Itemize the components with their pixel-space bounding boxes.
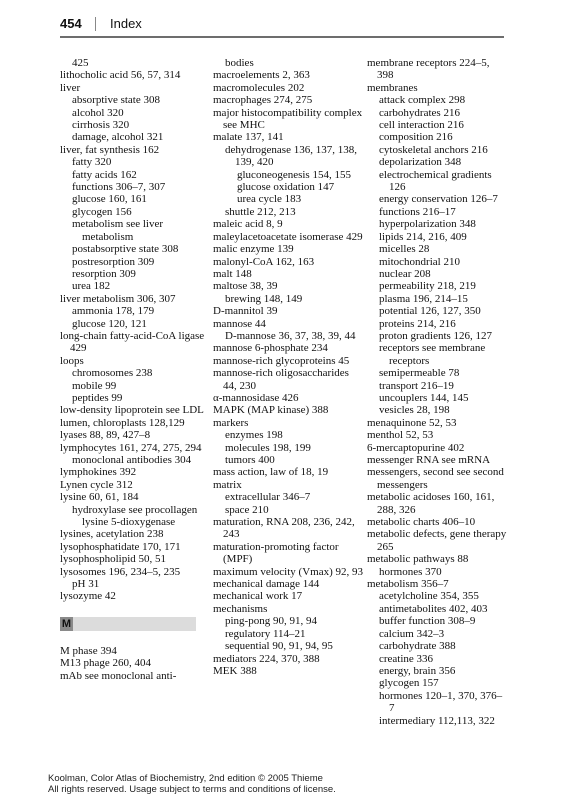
index-entry: MEK 388 [213,664,257,677]
footer-line-2: All rights reserved. Usage subject to terms and conditions of license. [48,784,336,795]
index-entry: lysine 60, 61, 184 [60,491,139,504]
index-entry: carbohydrates 216 [379,106,460,119]
index-entry: lysozyme 42 [60,590,116,603]
index-entry: cell interaction 216 [379,119,464,132]
index-entry: lysines, acetylation 238 [60,528,164,541]
index-entry: proteins 214, 216 [379,317,456,330]
index-entry: metabolic defects, gene therapy 265 [367,528,507,553]
index-entry: peptides 99 [72,391,123,404]
index-entry: damage, alcohol 321 [72,131,164,144]
index-entry: messengers, second see second messengers [367,466,504,491]
index-entry: macrophages 274, 275 [213,94,313,107]
index-entry: hyperpolarization 348 [379,218,476,231]
footer-line-1: Koolman, Color Atlas of Biochemistry, 2nd edition © 2005 Thieme [48,773,323,784]
index-entry: regulatory 114–21 [225,627,306,640]
index-entry: loops [60,354,84,367]
index-entry: receptors see membrane receptors [379,342,486,367]
page-header [60,14,504,38]
index-entry: mAb see monoclonal anti- [60,669,177,682]
index-entry: fatty 320 [72,156,112,169]
index-entry: vesicles 28, 198 [379,404,450,417]
index-entry: metabolic pathways 88 [367,553,469,566]
index-entry: D-mannitol 39 [213,305,278,318]
index-entry: liver [60,81,81,94]
index-entry: M phase 394 [60,644,117,657]
index-entry: MAPK (MAP kinase) 388 [213,404,329,417]
index-entry: malic enzyme 139 [213,243,294,256]
index-entry: maximum velocity (Vmax) 92, 93 [213,565,363,578]
index-entry: hormones 120–1, 370, 376–7 [379,689,503,715]
index-entry: chromosomes 238 [72,367,153,380]
index-entry: alcohol 320 [72,106,124,119]
index-entry: Lynen cycle 312 [60,478,133,491]
index-entry: macromolecules 202 [213,81,305,94]
index-entry: electrochemical gradients 126 [379,168,492,194]
index-entry: ammonia 178, 179 [72,305,155,318]
index-entry: malate 137, 141 [213,131,284,144]
index-entry: energy, brain 356 [379,664,456,677]
index-entry: glycogen 157 [379,677,439,690]
index-entry: urea 182 [72,280,111,293]
index-entry: long-chain fatty-acid-CoA ligase 429 [60,329,205,355]
header-title: Index [110,16,142,31]
index-entry: messenger RNA see mRNA [367,454,491,466]
index-entry: maturation, RNA 208, 236, 242, 243 [213,516,355,541]
index-entry: hormones 370 [379,565,442,578]
index-entry: proton gradients 126, 127 [379,329,493,342]
index-entry: gluconeogenesis 154, 155 [237,168,351,181]
index-entry: postresorption 309 [72,255,155,268]
index-entry: macroelements 2, 363 [213,69,310,82]
index-entry: mannose-rich glycoproteins 45 [213,354,350,367]
index-entry: maleylacetoacetate isomerase 429 [213,230,363,243]
index-entry: metabolic charts 406–10 [367,516,476,529]
index-entry: transport 216–19 [379,379,454,392]
index-entry: glucose 120, 121 [72,317,147,330]
index-entry: 425 [72,57,89,69]
index-entry: α-mannosidase 426 [213,391,299,404]
index-column-2 [213,57,363,677]
index-entry: hydroxylase see procollagen lysine 5-dioxygenase [72,503,198,529]
index-entry: lymphokines 392 [60,466,137,479]
index-entry: mannose 44 [213,317,266,330]
index-entry: nuclear 208 [379,267,431,280]
index-entry: liver, fat synthesis 162 [60,143,160,156]
index-entry: mitochondrial 210 [379,255,460,268]
index-entry: brewing 148, 149 [225,292,303,305]
index-entry: attack complex 298 [379,94,466,107]
header-separator [95,17,96,31]
index-entry: functions 216–17 [379,205,456,218]
index-entry: extracellular 346–7 [225,491,311,504]
index-entry: malt 148 [213,267,252,280]
index-entry: lumen, chloroplasts 128,129 [60,416,185,429]
index-entry: mass action, law of 18, 19 [213,466,329,479]
index-entry: mannose 6-phosphate 234 [213,342,328,355]
index-entry: intermediary 112,113, 322 [379,714,495,727]
index-entry: metabolism see liver metabolism [72,218,164,243]
index-entry: D-mannose 36, 37, 38, 39, 44 [225,329,356,342]
index-entry: carbohydrate 388 [379,640,456,653]
index-entry: lysosomes 196, 234–5, 235 [60,565,181,578]
index-entry: permeability 218, 219 [379,280,476,293]
index-entry: maltose 38, 39 [213,280,278,293]
index-column-3 [367,57,507,727]
index-entry: menaquinone 52, 53 [367,416,457,429]
index-entry: 6-mercaptopurine 402 [367,441,465,454]
index-entry: membrane receptors 224–5, 398 [367,57,490,82]
index-entry: maturation-promoting factor (MPF) [213,540,339,566]
index-entry: mechanical work 17 [213,590,303,603]
index-entry: mobile 99 [72,379,117,392]
index-column-1 [60,57,210,682]
index-entry: menthol 52, 53 [367,429,434,442]
index-entry: lyases 88, 89, 427–8 [60,429,151,442]
index-entry: cirrhosis 320 [72,119,130,132]
index-entry: energy conservation 126–7 [379,193,498,206]
index-entry: bodies [225,57,254,69]
index-entry: pH 31 [72,578,100,591]
page-number: 454 [60,16,82,31]
index-entry: micelles 28 [379,243,430,256]
index-entry: markers [213,416,249,429]
index-entry: acetylcholine 354, 355 [379,590,479,603]
index-entry: M13 phage 260, 404 [60,657,152,670]
index-entry: shuttle 212, 213 [225,205,296,218]
index-entry: molecules 198, 199 [225,441,311,454]
copyright-footer [48,773,528,795]
index-entry: sequential 90, 91, 94, 95 [225,640,333,653]
index-entry: uncouplers 144, 145 [379,391,469,404]
index-entry: postabsorptive state 308 [72,243,179,256]
index-entry: ping-pong 90, 91, 94 [225,615,317,628]
index-entry: functions 306–7, 307 [72,181,166,194]
index-entry: lymphocytes 161, 274, 275, 294 [60,441,202,454]
index-entry: mechanisms [213,602,268,615]
index-entry: enzymes 198 [225,429,283,442]
index-entry: antimetabolites 402, 403 [379,602,488,615]
index-entry: absorptive state 308 [72,94,160,107]
index-entry: composition 216 [379,131,453,144]
index-entry: maleic acid 8, 9 [213,218,283,231]
index-entry: plasma 196, 214–15 [379,292,468,305]
section-divider-m [60,617,196,631]
index-entry: lithocholic acid 56, 57, 314 [60,69,181,82]
section-letter: M [61,617,72,630]
index-entry: mechanical damage 144 [213,578,320,591]
index-entry: major histocompatibility complex see MHC [213,106,363,132]
index-entry: resorption 309 [72,267,136,280]
index-entry: monoclonal antibodies 304 [72,454,192,466]
index-entry: potential 126, 127, 350 [379,305,481,318]
index-entry: dehydrogenase 136, 137, 138, 139, 420 [225,143,357,169]
index-entry: mediators 224, 370, 388 [213,652,320,665]
index-entry: matrix [213,478,242,491]
index-entry: depolarization 348 [379,156,462,169]
index-entry: creatine 336 [379,652,434,665]
index-entry: calcium 342–3 [379,627,445,640]
index-entry: lysophosphatidate 170, 171 [60,540,181,553]
index-entry: buffer function 308–9 [379,615,476,628]
index-entry: lipids 214, 216, 409 [379,230,467,243]
index-entry: cytoskeletal anchors 216 [379,143,488,156]
index-entry: metabolic acidoses 160, 161, 288, 326 [367,491,495,516]
index-entry: glucose oxidation 147 [237,181,335,194]
index-entry: lysophospholipid 50, 51 [60,553,167,566]
index-entry: tumors 400 [225,454,275,466]
index-entry: urea cycle 183 [237,193,302,206]
index-entry: fatty acids 162 [72,168,137,181]
index-entry: semipermeable 78 [379,367,460,380]
index-entry: glucose 160, 161 [72,193,147,206]
index-entry: membranes [367,81,418,94]
index-entry: glycogen 156 [72,205,132,218]
index-entry: metabolism 356–7 [367,578,449,591]
index-entry: liver metabolism 306, 307 [60,292,176,305]
index-entry: mannose-rich oligosaccharides 44, 230 [213,367,349,392]
index-entry: space 210 [225,503,269,516]
index-entry: malonyl-CoA 162, 163 [213,255,315,268]
index-entry: low-density lipoprotein see LDL [60,404,204,417]
